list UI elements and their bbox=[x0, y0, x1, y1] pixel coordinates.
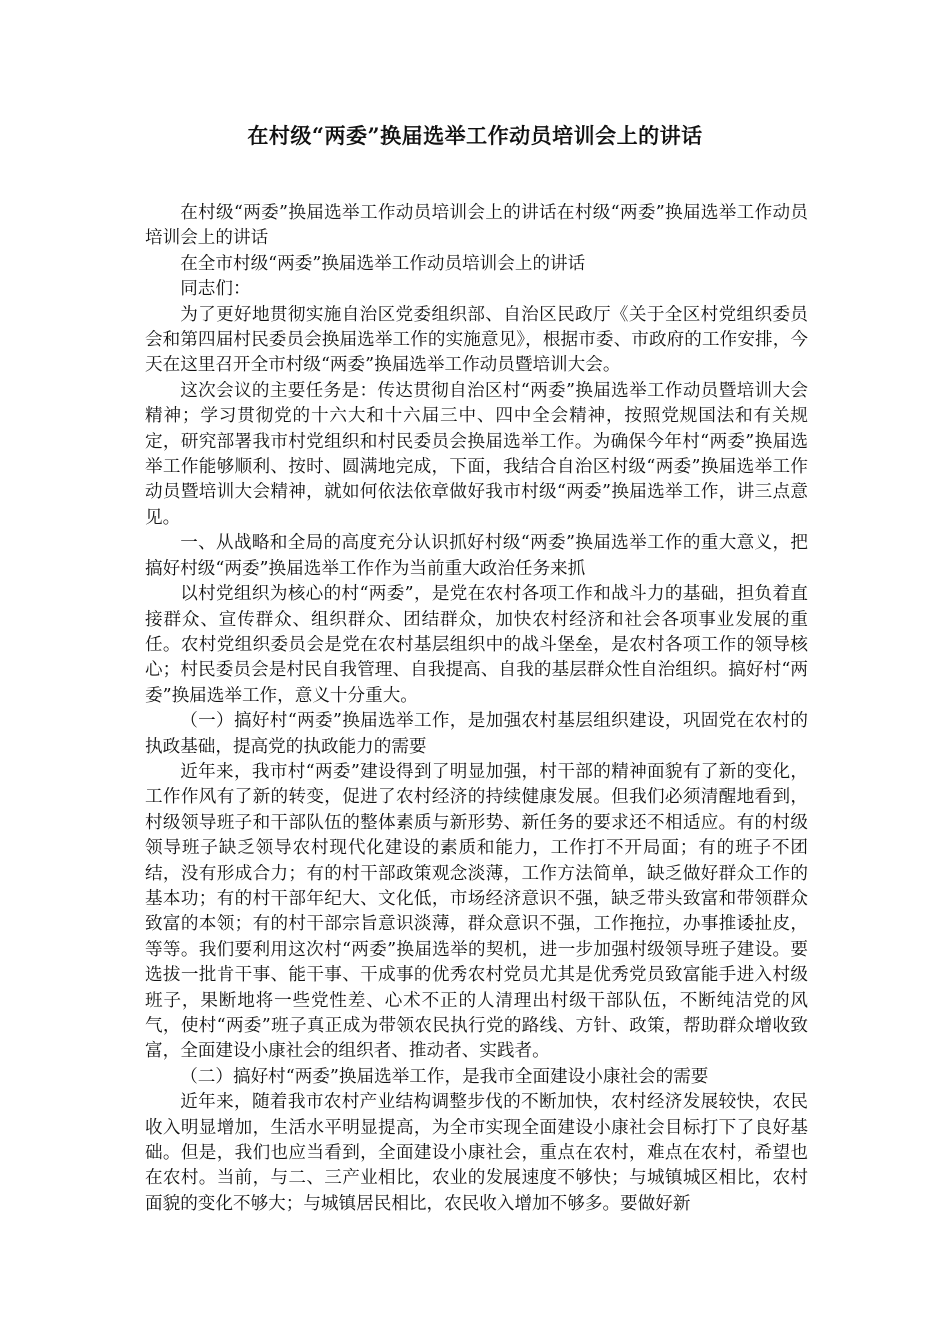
document-body bbox=[145, 201, 808, 1217]
paragraph-5: 这次会议的主要任务是：传达贯彻自治区村“两委”换届选举工作动员暨培训大会精神；学习贯彻党的十六大和十六届三中、四中全会精神，按照党规国法和有关规定，研究部署我市村党组织和村民委员会换届选举工作。为确保今年村“两委”换届选举工作能够顺利、按时、圆满地完成，下面，我结合自治区村级“两委”换届选举工作动员暨培训大会精神，就如何依法依章做好我市村级“两委”换届选举工作，讲三点意见。 bbox=[145, 380, 808, 528]
paragraph-1: 在村级“两委”换届选举工作动员培训会上的讲话在村级“两委”换届选举工作动员培训会上的讲话 bbox=[145, 203, 808, 249]
paragraph-2: 在全市村级“两委”换届选举工作动员培训会上的讲话 bbox=[180, 253, 586, 274]
paragraph-7: 以村党组织为核心的村“两委”，是党在农村各项工作和战斗力的基础，担负着直接群众、宣传群众、组织群众、团结群众，加快农村经济和社会各项事业发展的重任。农村党组织委员会是党在农村基层组织中的战斗堡垒，是农村各项工作的领导核心；村民委员会是村民自我管理、自我提高、自我的基层群众性自治组织。搞好村“两委”换届选举工作，意义十分重大。 bbox=[145, 584, 808, 706]
paragraph-salutation: 同志们： bbox=[180, 279, 251, 300]
subsection-heading-2: （二）搞好村“两委”换届选举工作，是我市全面建设小康社会的需要 bbox=[180, 1066, 709, 1087]
document-title: 在村级“两委”换届选举工作动员培训会上的讲话 bbox=[247, 123, 703, 148]
paragraph-11: 近年来，随着我市农村产业结构调整步伐的不断加快，农村经济发展较快，农民收入明显增加，生活水平明显提高，为全市实现全面建设小康社会目标打下了良好基础。但是，我们也应当看到，全面建设小康社会，重点在农村，难点在农村，希望也在农村。当前，与二、三产业相比，农业的发展速度不够快；与城镇城区相比，农村面貌的变化不够大；与城镇居民相比，农民收入增加不够多。要做好新 bbox=[145, 1092, 808, 1214]
paragraph-4: 为了更好地贯彻实施自治区党委组织部、自治区民政厅《关于全区村党组织委员会和第四届村民委员会换届选举工作的实施意见》，根据市委、市政府的工作安排，今天在这里召开全市村级“两委”换届选举工作动员暨培训大会。 bbox=[145, 304, 808, 376]
subsection-heading-1: （一）搞好村“两委”换届选举工作，是加强农村基层组织建设，巩固党在农村的执政基础，提高党的执政能力的需要 bbox=[145, 711, 808, 757]
section-heading-1: 一、从战略和全局的高度充分认识抓好村级“两委”换届选举工作的重大意义，把搞好村级“两委”换届选举工作作为当前重大政治任务来抓 bbox=[145, 533, 808, 579]
paragraph-9: 近年来，我市村“两委”建设得到了明显加强，村干部的精神面貌有了新的变化，工作作风有了新的转变，促进了农村经济的持续健康发展。但我们必须清醒地看到，村级领导班子和干部队伍的整体素质与新形势、新任务的要求还不相适应。有的村级领导班子缺乏领导农村现代化建设的素质和能力，工作打不开局面；有的班子不团结，没有形成合力；有的村干部政策观念淡薄，工作方法简单，缺乏做好群众工作的基本功；有的村干部年纪大、文化低，市场经济意识不强，缺乏带头致富和带领群众致富的本领；有的村干部宗旨意识淡薄，群众意识不强，工作拖拉，办事推诿扯皮，等等。我们要利用这次村“两委”换届选举的契机，进一步加强村级领导班子建设。要选拔一批肯干事、能干事、干成事的优秀农村党员尤其是优秀党员致富能手进入村级班子，果断地将一些党性差、心术不正的人清理出村级干部队伍，不断纯洁党的风气，使村“两委”班子真正成为带领农民执行党的路线、方针、政策，帮助群众增收致富，全面建设小康社会的组织者、推动者、实践者。 bbox=[145, 761, 808, 1062]
